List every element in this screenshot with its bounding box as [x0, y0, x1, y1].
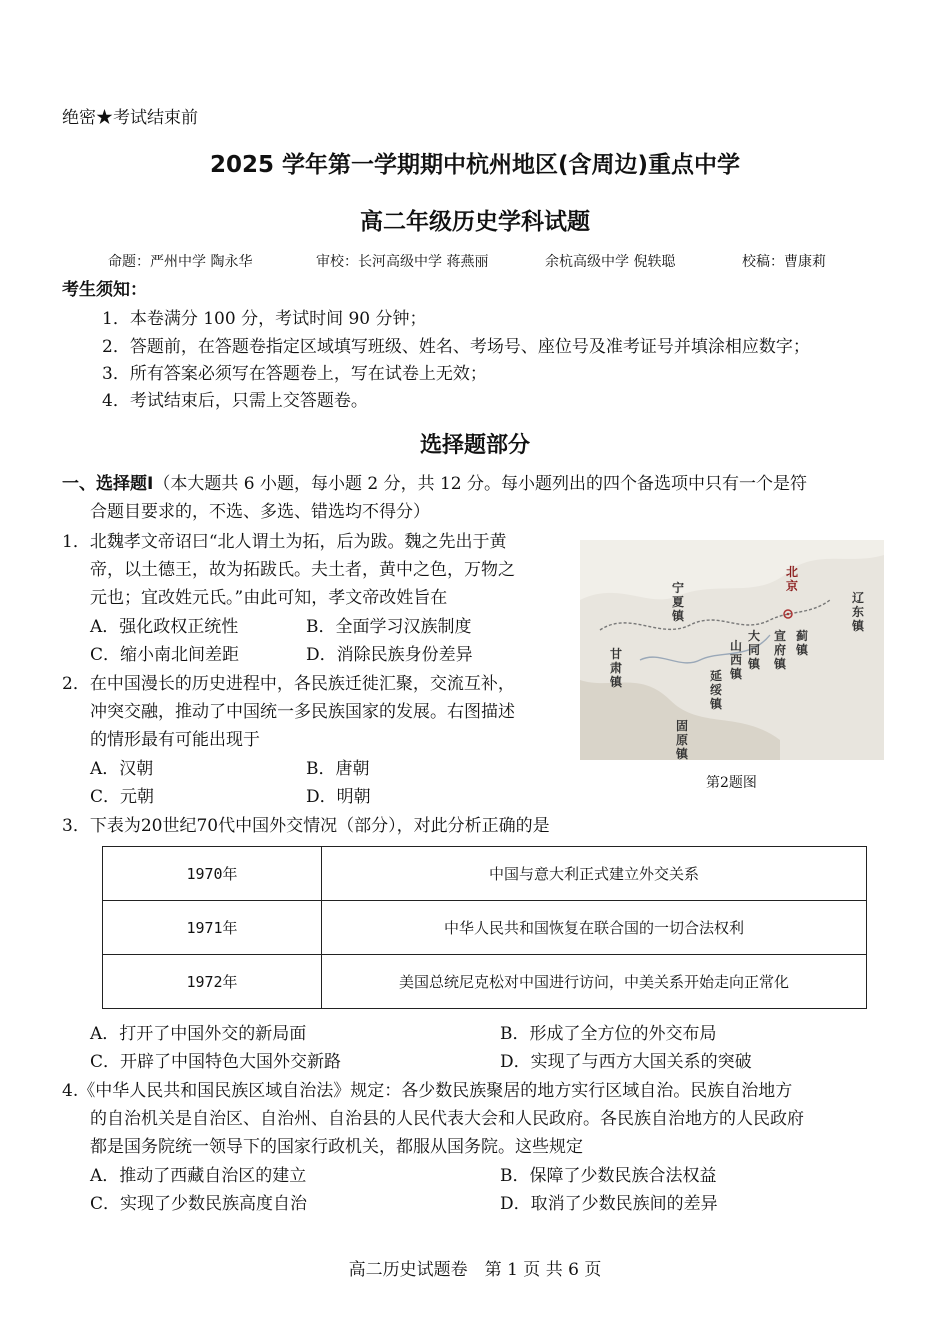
- secret-label: 绝密★考试结束前: [62, 108, 198, 128]
- q2-option-b: B．唐朝: [306, 759, 370, 779]
- table-row: [103, 901, 867, 955]
- q1-line: 元也；宜改姓元氏。”由此可知，孝文帝改姓旨在: [90, 588, 448, 608]
- notice-title: 考生须知：: [62, 280, 147, 300]
- q1-option-d: D．消除民族身份差异: [306, 645, 473, 665]
- map-label-liaodong: 辽东镇: [852, 591, 865, 633]
- q1-option-a: A．强化政权正统性: [90, 617, 239, 637]
- q2-option-a: A．汉朝: [90, 759, 154, 779]
- diplomacy-table: [102, 846, 867, 1009]
- credit-review2: 余杭高级中学 倪轶聪: [545, 254, 676, 270]
- credit-proof: 校稿：曹康莉: [742, 254, 826, 270]
- exam-subtitle: 高二年级历史学科试题: [360, 209, 590, 235]
- q4-line: 的自治机关是自治区、自治州、自治县的人民代表大会和人民政府。各民族自治地方的人民政府: [90, 1109, 804, 1129]
- table-cell-year: 1971年: [103, 901, 322, 955]
- q2-line: 的情形最有可能出现于: [90, 730, 260, 750]
- map-label-jizhen: 蓟镇: [796, 629, 809, 657]
- exam-title: 2025 学年第一学期期中杭州地区(含周边)重点中学: [209, 152, 741, 178]
- table-cell-event: 中华人民共和国恢复在联合国的一切合法权利: [322, 901, 867, 955]
- notice-item: 4．考试结束后，只需上交答题卷。: [102, 391, 368, 411]
- q2-line: 冲突交融，推动了中国统一多民族国家的发展。右图描述: [90, 702, 515, 722]
- q4-option-d: D．取消了少数民族间的差异: [500, 1194, 718, 1214]
- notice-item: 1．本卷满分 100 分，考试时间 90 分钟；: [102, 309, 427, 329]
- map-caption: 第2题图: [706, 775, 757, 791]
- q1-option-c: C．缩小南北间差距: [90, 645, 240, 665]
- q2-line: 2．在中国漫长的历史进程中，各民族迁徙汇聚，交流互补，: [62, 674, 515, 694]
- map-label-ningxia: 宁夏镇: [672, 581, 685, 623]
- q3-option-d: D．实现了与西方大国关系的突破: [500, 1052, 752, 1072]
- q3-option-b: B．形成了全方位的外交布局: [500, 1024, 717, 1044]
- q2-option-c: C．元朝: [90, 787, 155, 807]
- q4-option-b: B．保障了少数民族合法权益: [500, 1166, 717, 1186]
- q4-option-a: A．推动了西藏自治区的建立: [90, 1166, 307, 1186]
- credit-author: 命题：严州中学 陶永华: [108, 254, 253, 270]
- part-label: 一、选择题Ⅰ: [62, 474, 154, 494]
- map-label-xuanfu: 宣府镇: [774, 629, 787, 671]
- q2-option-d: D．明朝: [306, 787, 371, 807]
- q1-option-b: B．全面学习汉族制度: [306, 617, 472, 637]
- q4-line: 4.《中华人民共和国民族区域自治法》规定：各少数民族聚居的地方实行区域自治。民族自治地方: [62, 1081, 793, 1101]
- table-cell-year: 1972年: [103, 955, 322, 1009]
- q3-option-a: A．打开了中国外交的新局面: [90, 1024, 307, 1044]
- table-cell-event: 美国总统尼克松对中国进行访问，中美关系开始走向正常化: [322, 955, 867, 1009]
- notice-item: 2．答题前，在答题卷指定区域填写班级、姓名、考场号、座位号及准考证号并填涂相应数字；: [102, 337, 810, 357]
- map-label-shanxi: 山西镇: [730, 639, 743, 681]
- notice-item: 3．所有答案必须写在答题卷上，写在试卷上无效；: [102, 364, 487, 384]
- map-label-beijing: 北京: [786, 565, 799, 593]
- map-label-yansui: 延绥镇: [710, 669, 723, 711]
- table-row: [103, 955, 867, 1009]
- map-label-guyuan: 固原镇: [676, 719, 689, 760]
- q3-option-c: C．开辟了中国特色大国外交新路: [90, 1052, 342, 1072]
- part-header: [62, 470, 807, 498]
- section-title: 选择题部分: [419, 433, 530, 458]
- table-cell-event: 中国与意大利正式建立外交关系: [322, 847, 867, 901]
- q1-line: 1．北魏孝文帝诏曰“北人谓土为拓，后为跋。魏之先出于黄: [62, 532, 507, 552]
- map-label-datong: 大同镇: [748, 629, 761, 671]
- table-row: [103, 847, 867, 901]
- q1-line: 帝，以土德王，故为拓跋氏。夫土者，黄中之色，万物之: [90, 560, 515, 580]
- map-label-gansu: 甘肃镇: [610, 647, 623, 689]
- q3-stem: 3．下表为20世纪70代中国外交情况（部分），对此分析正确的是: [62, 816, 550, 836]
- page-footer: 高二历史试题卷 第 1 页 共 6 页: [348, 1260, 602, 1280]
- part-desc: （本大题共 6 小题，每小题 2 分，共 12 分。每小题列出的四个备选项中只有一个是符: [153, 474, 808, 494]
- part-desc-cont: 合题目要求的，不选、多选、错选均不得分）: [90, 502, 430, 522]
- table-cell-year: 1970年: [103, 847, 322, 901]
- capital-marker-dot: [787, 613, 790, 616]
- q4-option-c: C．实现了少数民族高度自治: [90, 1194, 308, 1214]
- ming-frontier-map: [580, 540, 884, 760]
- credit-review: 审校：长河高级中学 蒋燕丽: [316, 254, 489, 270]
- q4-line: 都是国务院统一领导下的国家行政机关，都服从国务院。这些规定: [90, 1137, 583, 1157]
